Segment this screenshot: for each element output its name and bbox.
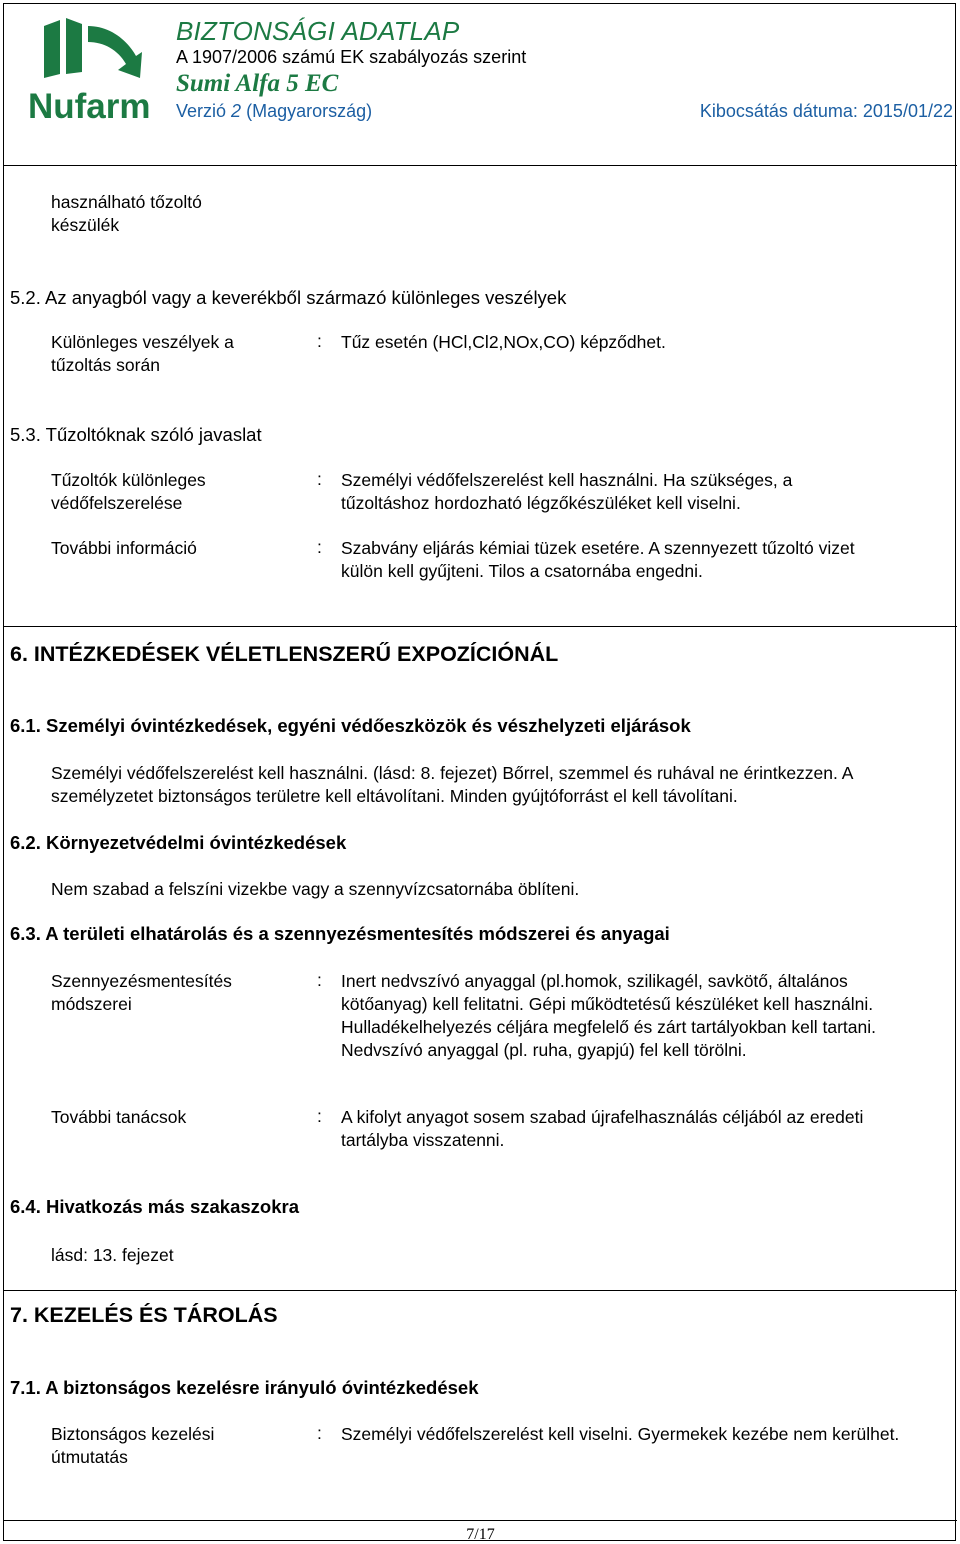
s5-3-row2-colon: : [317, 537, 322, 557]
document-header [4, 4, 957, 166]
section-6-1-heading: 6.1. Személyi óvintézkedések, egyéni védőeszközök és vészhelyzeti eljárások [10, 715, 691, 736]
s6-2-text: Nem szabad a felszíni vizekbe vagy a szennyvízcsatornába öblíteni. [51, 879, 580, 899]
s5-2-value: Tűz esetén (HCl,Cl2,NOx,CO) képződhet. [341, 332, 666, 352]
section-7-heading: 7. KEZELÉS ÉS TÁROLÁS [10, 1303, 278, 1327]
continued-label: használható tőzoltó készülék [51, 192, 202, 235]
section-5-3-heading: 5.3. Tűzoltóknak szóló javaslat [10, 424, 262, 445]
version-country: (Magyarország) [246, 101, 373, 121]
section-6-3-heading: 6.3. A területi elhatárolás és a szennyezésmentesítés módszerei és anyagai [10, 923, 670, 944]
s6-3-row1-colon: : [317, 970, 322, 990]
s6-3-row2-colon: : [317, 1106, 322, 1126]
s6-4-text: lásd: 13. fejezet [51, 1245, 174, 1265]
product-name: Sumi Alfa 5 EC [176, 70, 339, 97]
section-6-heading: 6. INTÉZKEDÉSEK VÉLETLENSZERŰ EXPOZÍCIÓNÁL [10, 642, 559, 666]
s5-3-row1-value: Személyi védőfelszerelést kell használni. Ha szükséges, a tűzoltáshoz hordozható légzőkészüléket kell viselni. [341, 470, 793, 513]
s5-2-label: Különleges veszélyek a tűzoltás során [51, 332, 234, 375]
version-line [176, 101, 372, 122]
s5-3-row2-label: További információ [51, 538, 197, 558]
section-divider [4, 1290, 957, 1291]
nufarm-logo [26, 16, 156, 124]
s7-1-row1-value: Személyi védőfelszerelést kell viselni. Gyermekek kezébe nem kerülhet. [341, 1424, 900, 1444]
s5-2-colon: : [317, 331, 322, 351]
section-6-2-heading: 6.2. Környezetvédelmi óvintézkedések [10, 832, 347, 853]
section-6-4-heading: 6.4. Hivatkozás más szakaszokra [10, 1196, 299, 1217]
s5-3-row1-label: Tűzoltók különleges védőfelszerelése [51, 470, 206, 513]
s6-3-row1-value: Inert nedvszívó anyaggal (pl.homok, szilikagél, savkötő, általános kötőanyag) kell felitatni. Gépi működtetésű készüléket kell használni. Hulladékelhelyezés céljára megfelelő és zárt tartályokban kell tartani. Nedvszívó anyaggal (pl. ruha, gyapjú) fel kell törölni. [341, 971, 876, 1060]
regulation-line: A 1907/2006 számú EK szabályozás szerint [176, 47, 527, 67]
issue-date: Kibocsátás dátuma: 2015/01/22 [699, 101, 953, 121]
page-frame [3, 3, 956, 1541]
document-title: BIZTONSÁGI ADATLAP [176, 16, 460, 46]
section-divider [4, 626, 957, 627]
section-7-1-heading: 7.1. A biztonságos kezelésre irányuló óvintézkedések [10, 1377, 479, 1398]
logo-wordmark: Nufarm [28, 87, 151, 124]
s5-3-row2-value: Szabvány eljárás kémiai tüzek esetére. A szennyezett tűzoltó vizet külön kell gyűjteni. Tilos a csatornába engedni. [341, 538, 855, 581]
footer-divider [4, 1520, 957, 1521]
section-5-2-heading: 5.2. Az anyagból vagy a keverékből származó különleges veszélyek [10, 287, 567, 308]
page-number: 7/17 [466, 1526, 495, 1543]
s6-1-text: Személyi védőfelszerelést kell használni. (lásd: 8. fejezet) Bőrrel, szemmel és ruhával ne érintkezzen. A személyzetet biztonságos területre kell eltávolítani. Minden gyújtóforrást el kell távolítani. [51, 763, 853, 806]
s6-3-row2-value: A kifolyt anyagot sosem szabad újrafelhasználás céljából az eredeti tartályba visszatenni. [341, 1107, 864, 1150]
version-number: 2 [231, 101, 242, 121]
s5-3-row1-colon: : [317, 469, 322, 489]
s6-3-row1-label: Szennyezésmentesítés módszerei [51, 971, 232, 1014]
s7-1-row1-label: Biztonságos kezelési útmutatás [51, 1424, 215, 1467]
s6-3-row2-label: További tanácsok [51, 1107, 187, 1127]
s7-1-row1-colon: : [317, 1423, 322, 1443]
version-label: Verzió [176, 101, 227, 121]
